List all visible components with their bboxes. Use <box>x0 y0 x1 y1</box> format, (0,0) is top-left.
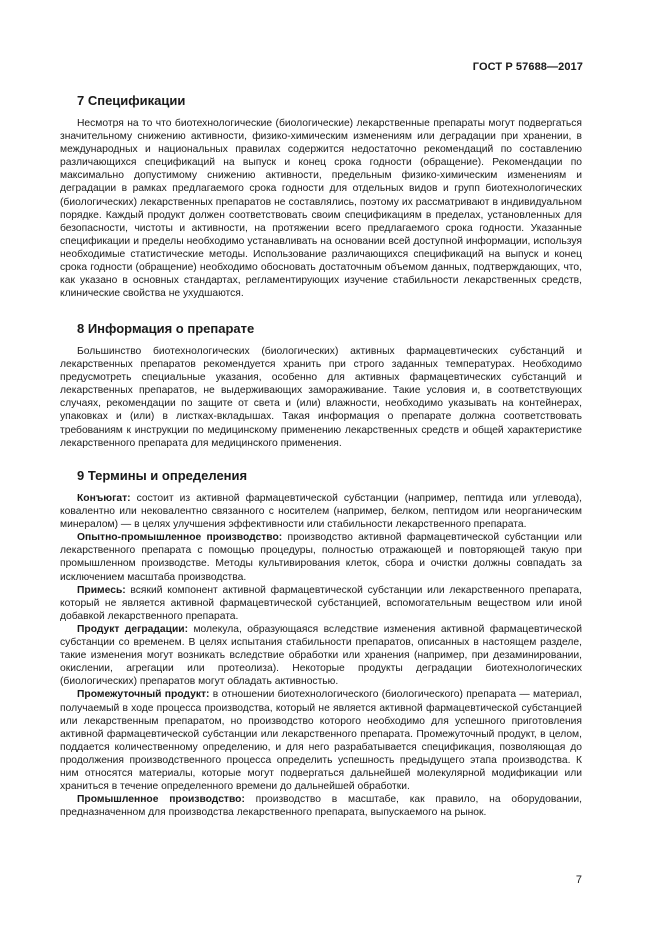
definition-item <box>60 492 582 531</box>
term: Опытно-промышленное производство: <box>77 532 283 544</box>
section-heading: 9 Термины и определения <box>77 468 248 483</box>
document-id: ГОСТ Р 57688—2017 <box>472 61 583 73</box>
definition: молекула, образующаяся вследствие изменения активной фармацевтической субстанции со временем. В целях испытания стабильности препаратов, описанных в настоящем разделе, такие изменения могут возникать вследствие обработки или хранения (например, при дезаминировании, окислении, агрегации или протеолиза). Некоторые продукты деградации биотехнологических (биологических) препаратов могут обладать активностью. <box>60 623 582 688</box>
definition-item <box>60 793 582 819</box>
section-heading: 8 Информация о препарате <box>77 321 255 336</box>
term: Промышленное производство: <box>77 794 245 806</box>
section-terms-definitions <box>60 468 582 819</box>
definition-item <box>60 531 582 583</box>
section-paragraph: Несмотря на то что биотехнологические (биологические) лекарственные препараты могут подвергаться значительному снижению активности, физико-химическим изменениям или деградации при хранении, в международных и национальных правилах содержится недостаточно рекомендаций по составлению различающихся спецификаций на выпуск и конец срока годности (обращение). Рекомендации по максимально допустимому снижению активности, предельным физико-химическим изменениям и деградации в рамках предлагаемого срока годности для отдельных видов и групп биотехнологических (биологических) лекарственных препаратов не составлялись, поэтому их рассматривают в индивидуальном порядке. Каждый продукт должен соответствовать своим спецификациям в пределах, установленных для безопасности, чистоты и активности, на протяжении всего предлагаемого срока годности. Указанные спецификации и пределы необходимо устанавливать на основании всей доступной информации, используя необходимые статистические методы. Использование различающихся спецификаций на выпуск и конец срока годности (обращение) необходимо обосновать достаточным объемом данных, подтверждающих, что, как указано в основных стандартах, регламентирующих изучение стабильности лекарственных средств, клинические свойства не ухудшаются. <box>60 118 582 300</box>
definition: производство активной фармацевтической субстанции или лекарственного препарата с помощью процедуры, полностью отражающей и повторяющей такую при промышленном производстве. Методы культивирования клеток, сбора и очистки должны совпадать за исключением масштаба производства. <box>60 532 582 583</box>
term: Промежуточный продукт: <box>77 689 210 701</box>
section-specifications <box>60 93 582 300</box>
definition: всякий компонент активной фармацевтической субстанции или лекарственного препарата, который не является активной фармацевтической субстанцией, вспомогательным веществом или иной добавкой лекарственного препарата. <box>60 584 582 622</box>
definition-item <box>60 623 582 688</box>
definition: в отношении биотехнологического (биологического) препарата — материал, получаемый в ходе процесса производства, который не является активной фармацевтической субстанцией или лекарственным препаратом, но производство которого необходимо для успешного приготовления активной фармацевтической субстанции или лекарственного препарата. Промежуточный продукт, в целом, поддается количественному определению, и для него разрабатывается спецификация, позволяющая до продолжения производственного процесса определить успешность предыдущего этапа производства. К ним относятся материалы, которые могут подвергаться дальнейшей молекулярной модификации или храниться в течение определенного времени до дальнейшей обработки. <box>60 689 582 793</box>
section-product-information <box>60 321 582 450</box>
term: Конъюгат: <box>77 493 131 504</box>
definition-item <box>60 584 582 623</box>
section-heading: 7 Спецификации <box>77 93 186 108</box>
term: Примесь: <box>77 584 126 596</box>
section-paragraph: Большинство биотехнологических (биологических) активных фармацевтических субстанций и лекарственных препаратов рекомендуется хранить при строго заданных температурах. Необходимо предусмотреть специальные указания, особенно для активных фармацевтических субстанций и лекарственных препаратов, не выдерживающих замораживание. Такие условия и, в соответствующих случаях, рекомендации по защите от света и (или) влажности, необходимо указывать на контейнерах, упаковках и (или) в листках-вкладышах. Такая информация о препарате должна соответствовать требованиям к инструкции по медицинскому применению лекарственных средств и общей характеристике лекарственного препарата для медицинского применения. <box>60 346 582 449</box>
definition: производство в масштабе, как правило, на оборудовании, предназначенном для производства лекарственного препарата, выпускаемого на рынок. <box>60 794 582 819</box>
page-number: 7 <box>575 874 582 886</box>
definition: состоит из активной фармацевтической субстанции (например, пептида или углевода), ковалентно или нековалентно связанного с носителем (например, белком, пептидом или неорганическим минералом) — в целях улучшения эффективности или стабильности лекарственного препарата. <box>60 493 582 531</box>
definition-item <box>60 688 582 793</box>
term: Продукт деградации: <box>77 623 189 635</box>
